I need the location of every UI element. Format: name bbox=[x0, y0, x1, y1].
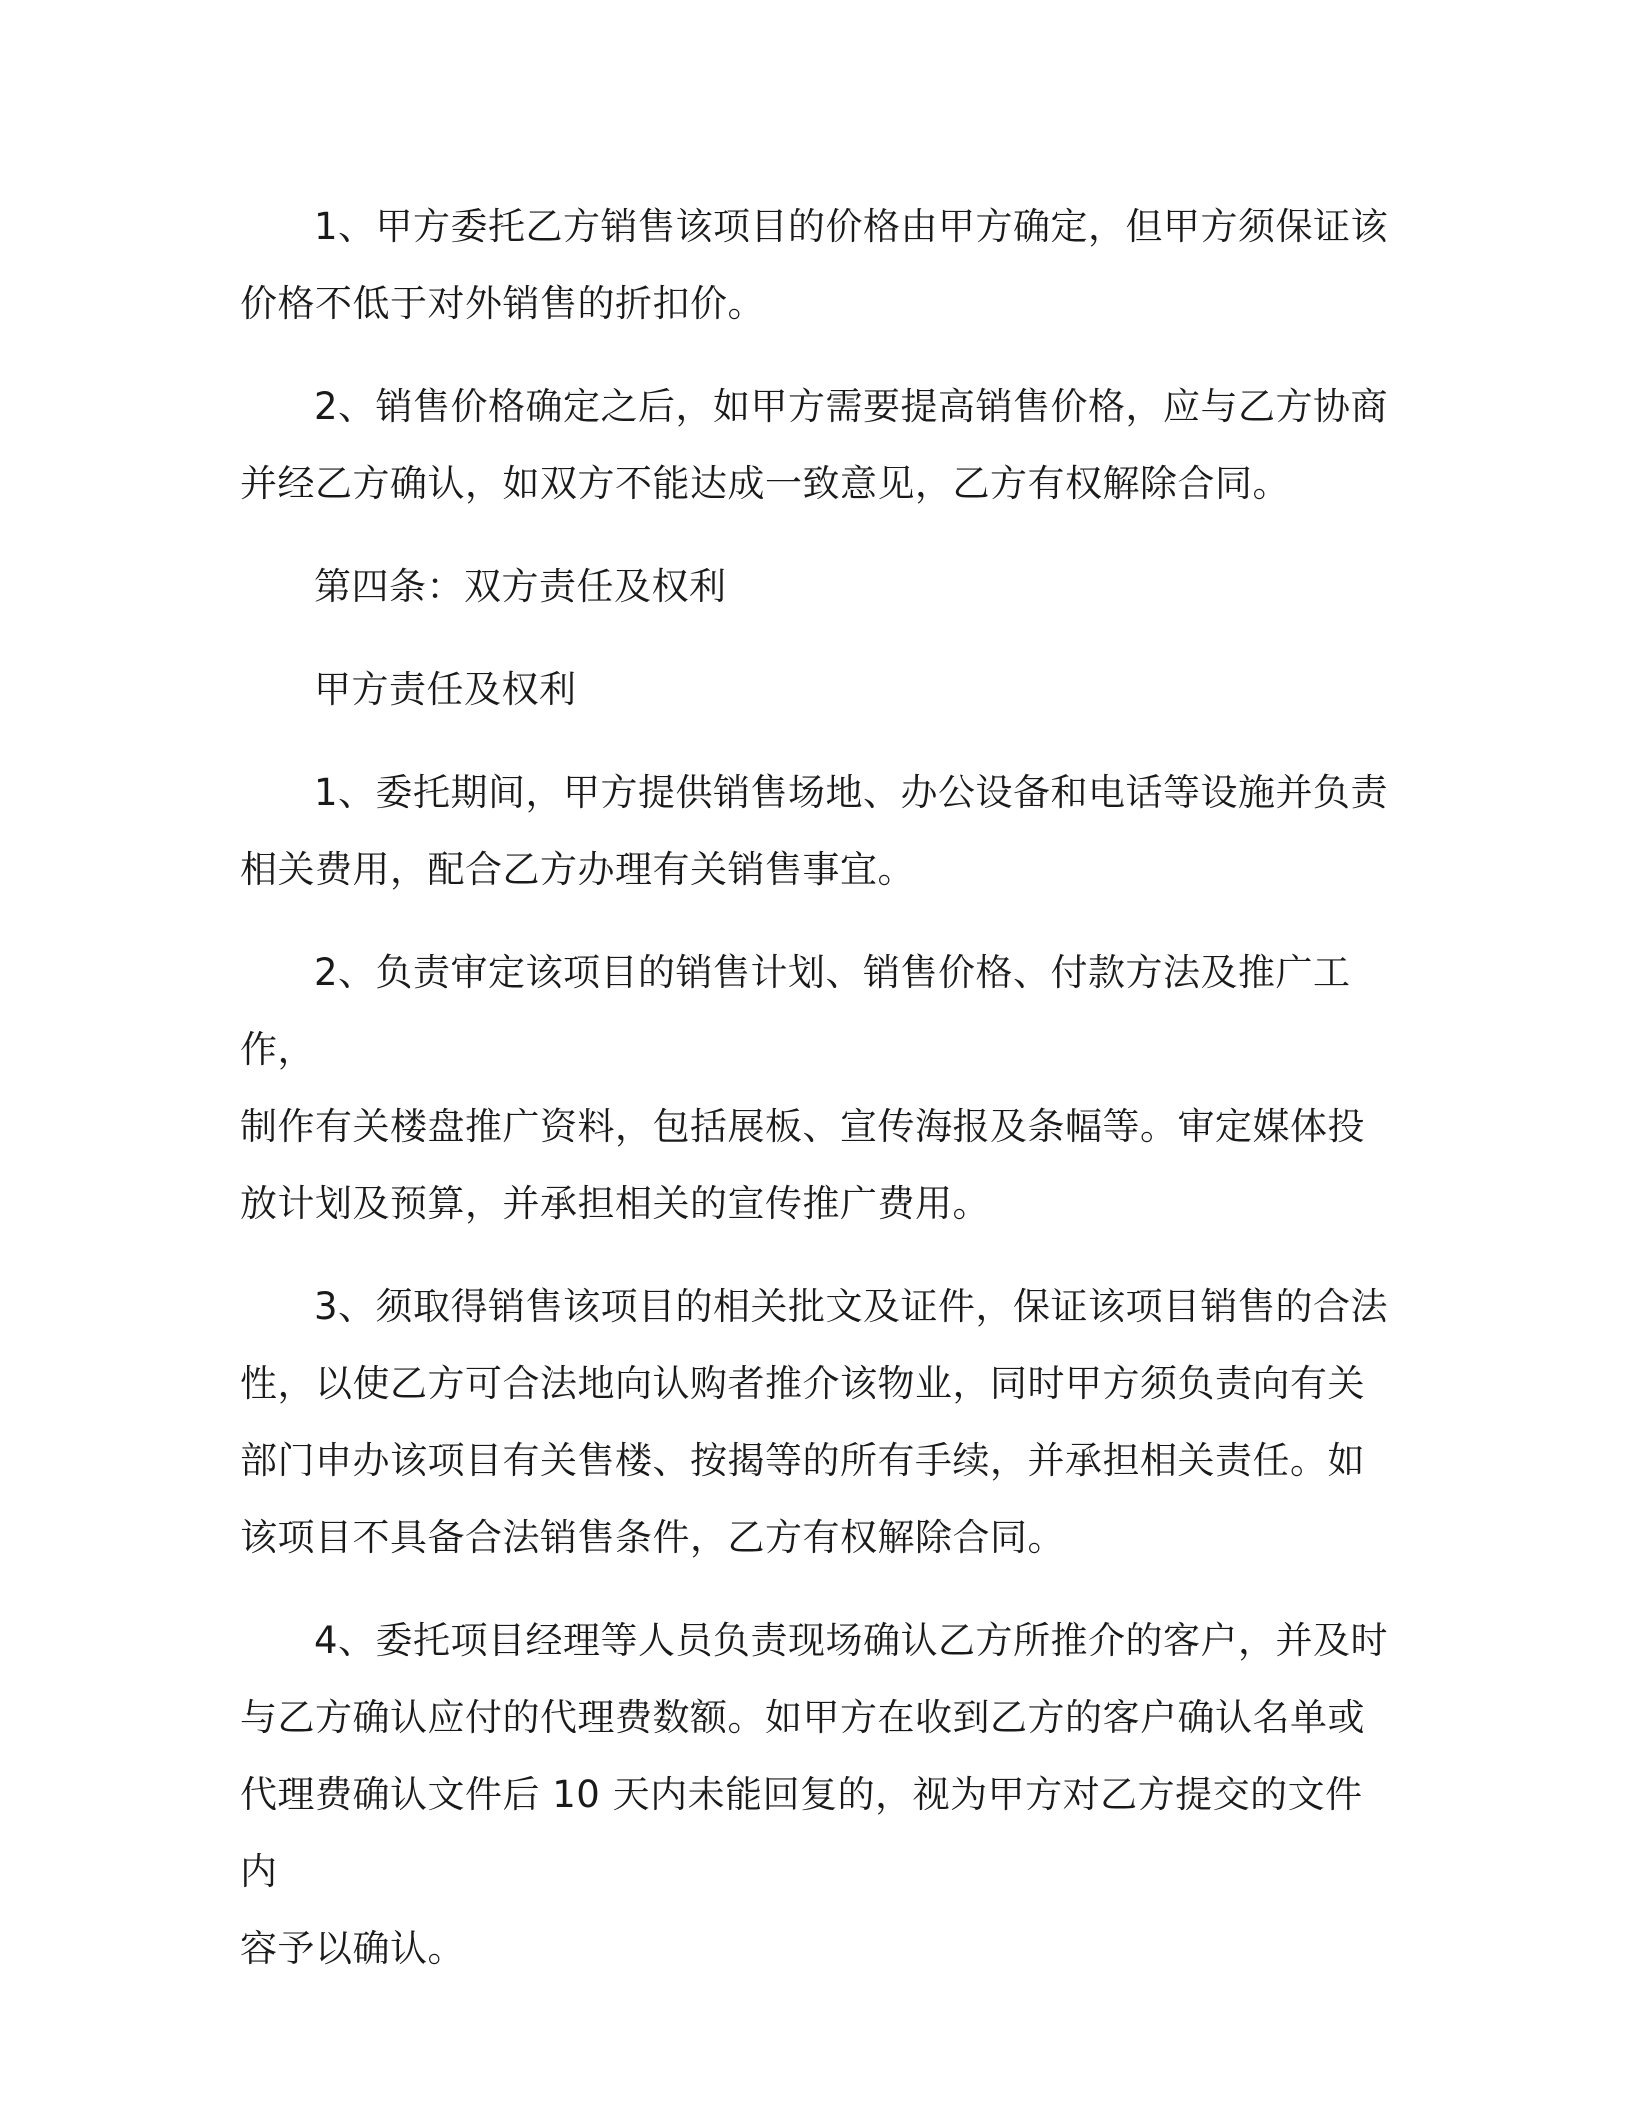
paragraph-line: 该项目不具备合法销售条件，乙方有权解除合同。 bbox=[240, 1516, 1065, 1559]
section-heading-text: 第四条：双方责任及权利 bbox=[314, 565, 727, 608]
paragraph-line: 1、甲方委托乙方销售该项目的价格由甲方确定，但甲方须保证该 bbox=[314, 205, 1389, 248]
paragraph-line: 并经乙方确认，如双方不能达成一致意见，乙方有权解除合同。 bbox=[240, 462, 1290, 505]
paragraph-price-determination bbox=[240, 188, 1400, 342]
paragraph-line: 价格不低于对外销售的折扣价。 bbox=[240, 282, 765, 325]
paragraph-party-a-confirmation bbox=[240, 1602, 1400, 1987]
document-page bbox=[240, 188, 1400, 1987]
paragraph-line: 3、须取得销售该项目的相关批文及证件，保证该项目销售的合法 bbox=[314, 1285, 1389, 1328]
paragraph-party-a-sales-plan bbox=[240, 934, 1400, 1242]
paragraph-line: 部门申办该项目有关售楼、按揭等的所有手续，并承担相关责任。如 bbox=[240, 1439, 1365, 1482]
paragraph-line: 相关费用，配合乙方办理有关销售事宜。 bbox=[240, 848, 915, 891]
paragraph-line: 制作有关楼盘推广资料，包括展板、宣传海报及条幅等。审定媒体投 bbox=[240, 1105, 1365, 1148]
paragraph-line: 2、负责审定该项目的销售计划、销售价格、付款方法及推广工作， bbox=[240, 951, 1351, 1071]
paragraph-price-increase bbox=[240, 368, 1400, 522]
paragraph-line: 1、委托期间，甲方提供销售场地、办公设备和电话等设施并负责 bbox=[314, 771, 1389, 814]
section-heading-article-four bbox=[240, 548, 1400, 625]
paragraph-line: 性，以使乙方可合法地向认购者推介该物业，同时甲方须负责向有关 bbox=[240, 1362, 1365, 1405]
subsection-heading-text: 甲方责任及权利 bbox=[314, 668, 577, 711]
subsection-heading-party-a bbox=[240, 651, 1400, 728]
paragraph-party-a-facilities bbox=[240, 754, 1400, 908]
paragraph-line: 放计划及预算，并承担相关的宣传推广费用。 bbox=[240, 1182, 990, 1225]
paragraph-line: 与乙方确认应付的代理费数额。如甲方在收到乙方的客户确认名单或 bbox=[240, 1696, 1365, 1739]
paragraph-line: 容予以确认。 bbox=[240, 1927, 465, 1970]
paragraph-line: 4、委托项目经理等人员负责现场确认乙方所推介的客户，并及时 bbox=[314, 1619, 1389, 1662]
paragraph-party-a-permits bbox=[240, 1268, 1400, 1576]
paragraph-line: 2、销售价格确定之后，如甲方需要提高销售价格，应与乙方协商 bbox=[314, 385, 1389, 428]
paragraph-line: 代理费确认文件后 10 天内未能回复的，视为甲方对乙方提交的文件内 bbox=[240, 1773, 1363, 1893]
